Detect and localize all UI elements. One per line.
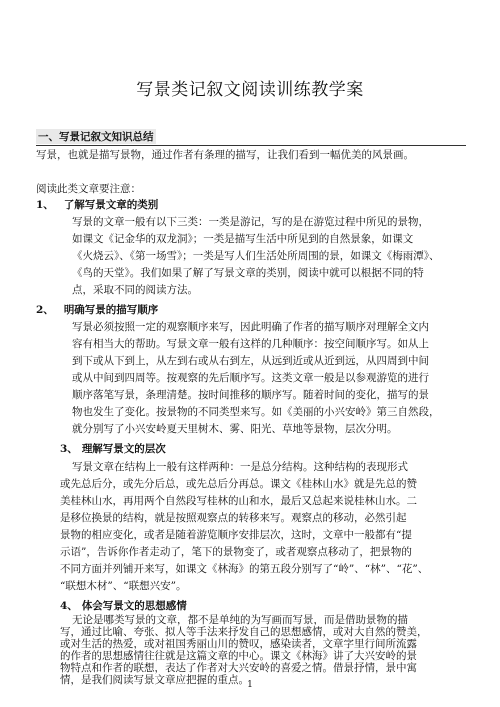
body-line: 如课文《记金华的双龙洞》；一类是描写生活中所见到的自然景象，如课文 <box>72 233 414 245</box>
section-heading: 一、写景记叙文知识总结 <box>38 131 154 143</box>
item-heading-3 <box>60 441 166 456</box>
body-line: 顺序落笔写景，条理清楚。按时间推移的顺序写。随着时间的变化，描写的景 <box>72 389 429 401</box>
body-line: 写，通过比喻、夸张、拟人等手法来抒发自己的思想感情，或对大自然的赞美， <box>60 626 428 638</box>
body-line: 就分别写了小兴安岭夏天里树木、雾、阳光、草地等景物，层次分明。 <box>72 423 398 435</box>
body-line: 写景必须按照一定的观察顺序来写，因此明确了作者的描写顺序对理解全文内 <box>72 321 429 333</box>
item-number: 4、 <box>60 600 78 612</box>
body-line: 或从中间到四周等。按观察的先后顺序写。这类文章一般是以参观游览的进行 <box>72 372 429 384</box>
item-heading-2 <box>36 302 158 317</box>
section-divider <box>36 145 466 146</box>
body-line: 不同方面并列铺开来写，如课文《林海》的第五段分别写了“岭”、“林”、“花”、 <box>60 563 429 575</box>
body-line: “联想木材”、“联想兴安”。 <box>60 580 187 592</box>
body-line: 《鸟的天堂》。我们如果了解了写景文章的类别，阅读中就可以根据不同的特 <box>72 267 424 279</box>
item-heading-4 <box>60 598 187 613</box>
intro-paragraph: 写景，也就是描写景物，通过作者有条理的描写，让我们看到一幅优美的风景画。 <box>36 149 414 161</box>
item-number: 2、 <box>36 304 54 316</box>
item-heading-1 <box>36 197 158 212</box>
body-line: 到下或从下到上，从左到右或从右到左，从远到近或从近到远，从四周到中间 <box>72 355 429 367</box>
item-number: 1、 <box>36 199 54 211</box>
page-title: 写景类记叙文阅读训练教学案 <box>136 80 364 100</box>
body-line: 美桂林山水，再用两个自然段写桂林的山和水，最后又总起来说桂林山水。二 <box>60 495 417 507</box>
body-line: 无论是哪类写景的文章，都不是单纯的为写画而写景，而是借助景物的描 <box>72 614 408 626</box>
body-line: 是移位换景的结构，就是按照观察点的转移来写。观察点的移动，必然引起 <box>60 512 407 524</box>
body-line: 或对生活的热爱，或对祖国秀丽山川的赞叹，感染读者，文章字里行间所流露 <box>60 638 417 650</box>
body-line: 情，是我们阅读写景文章应把握的重点。 <box>60 674 249 686</box>
body-line: 容有相当大的帮助。写景文章一般有这样的几种顺序：按空间顺序写。如从上 <box>72 338 429 350</box>
body-line: 写景文章在结构上一般有这样两种：一是总分结构。这种结构的表现形式 <box>72 461 408 473</box>
body-line: 写景的文章一般有以下三类：一类是游记，写的是在游览过程中所见的景物， <box>72 216 429 228</box>
body-line: 的作者的思想感情往往就是这篇文章的中心。课文《林海》讲了大兴安岭的景 <box>60 650 417 662</box>
lead-line: 阅读此类文章要注意： <box>36 183 141 195</box>
body-line: 点，采取不同的阅读方法。 <box>72 284 198 296</box>
item-title: 理解写景文的层次 <box>81 443 166 455</box>
item-title: 明确写景的描写顺序 <box>63 304 159 316</box>
item-title: 了解写景文章的类别 <box>63 199 159 211</box>
body-line: 物也发生了变化。按景物的不同类型来写。如《美丽的小兴安岭》第三自然段， <box>72 406 440 418</box>
body-line: 或先总后分，或先分后总，或先总后分再总。课文《桂林山水》就是先总的赞 <box>60 478 417 490</box>
item-title: 体会写景文的思想感情 <box>81 600 187 612</box>
page-number: 1 <box>247 680 253 690</box>
body-line: 示语”，告诉你作者走动了，笔下的景物变了，或者观察点移动了，把景物的 <box>60 546 412 558</box>
body-line: 物特点和作者的联想，表达了作者对大兴安岭的喜爱之情。借景抒情，景中寓 <box>60 662 417 674</box>
body-line: 《火烧云》、《第一场雪》；一类是写人们生活处所周围的景，如课文《梅雨潭》、 <box>72 250 440 262</box>
item-number: 3、 <box>60 443 78 455</box>
body-line: 景物的相应变化，或者是随着游览顺序安排层次，这时，文章中一般都有“提 <box>60 529 412 541</box>
